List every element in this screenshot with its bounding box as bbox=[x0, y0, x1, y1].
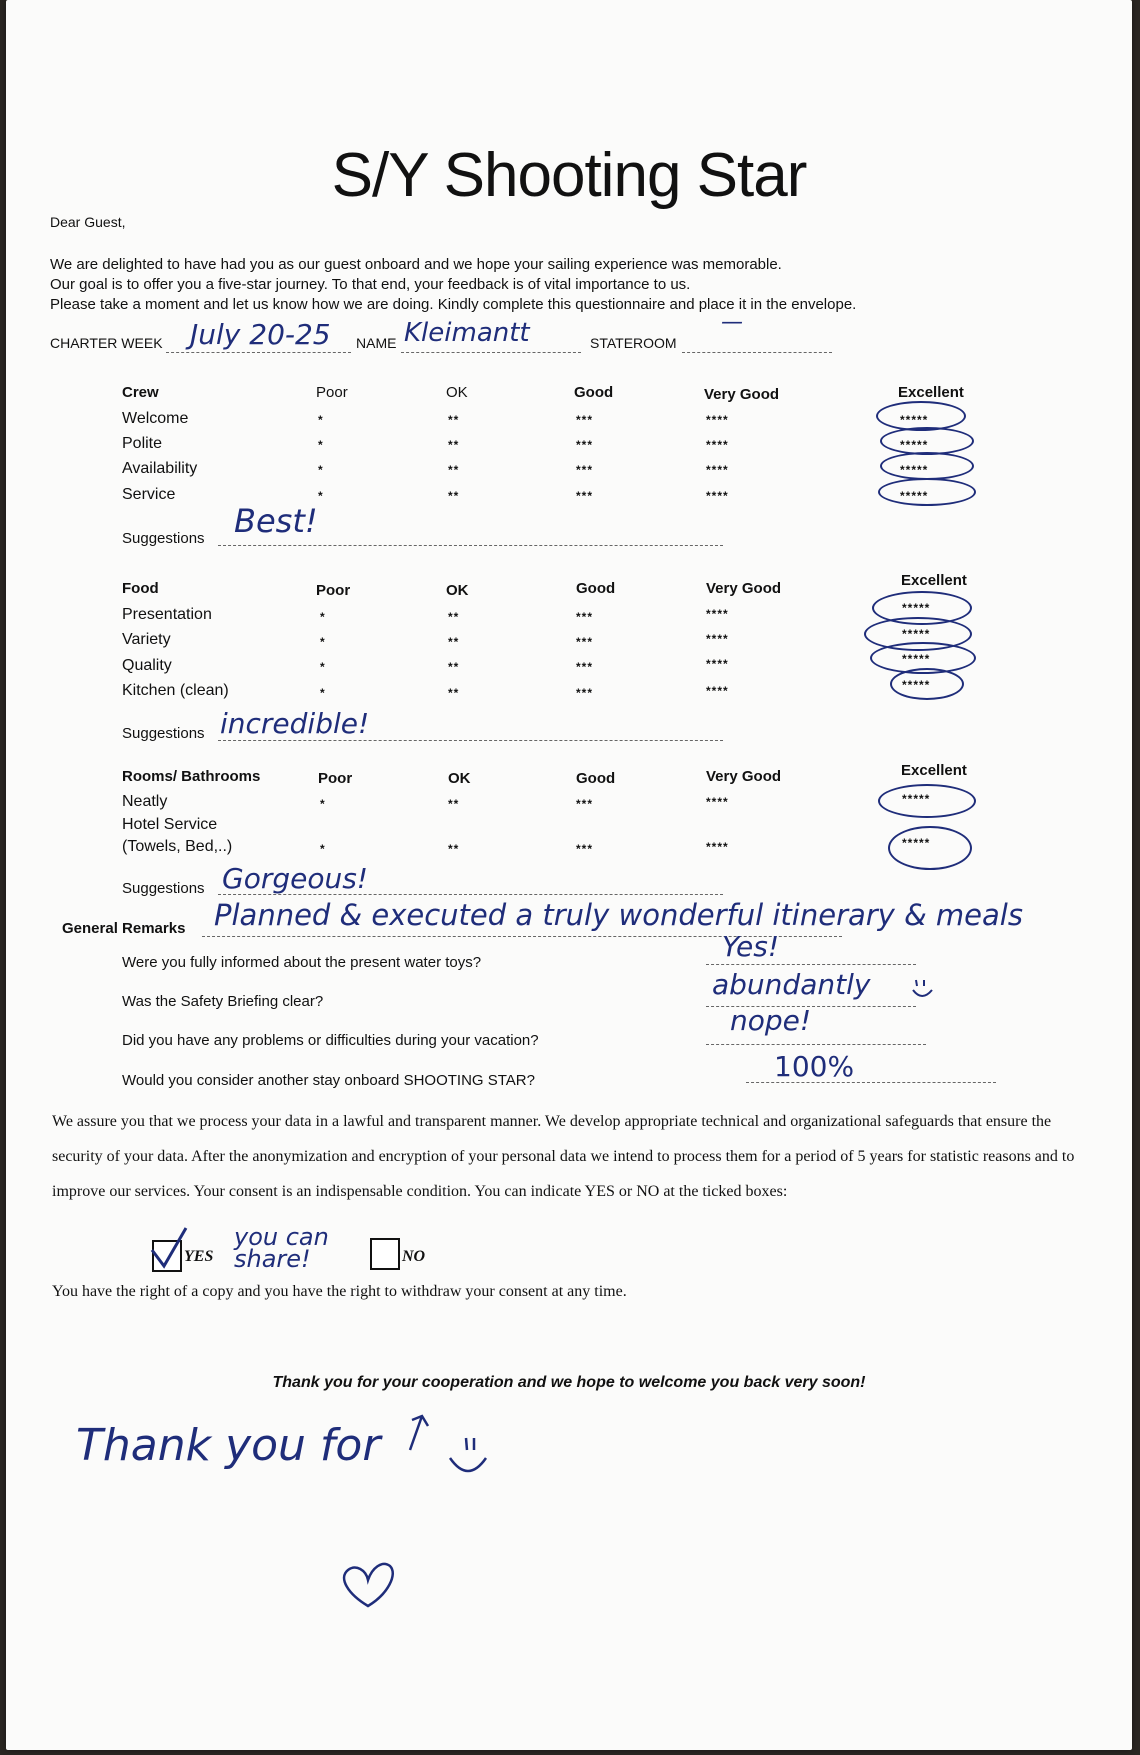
rating-very-good[interactable]: **** bbox=[706, 463, 729, 477]
consent-no-checkbox[interactable] bbox=[370, 1238, 400, 1270]
rating-very-good[interactable]: **** bbox=[706, 413, 729, 427]
question-water-toys: Were you fully informed about the present water toys? bbox=[122, 954, 482, 971]
rating-excellent[interactable]: ***** bbox=[902, 652, 931, 666]
answer-water-toys[interactable]: Yes! bbox=[722, 930, 780, 963]
col-ok: OK bbox=[446, 582, 469, 599]
col-excellent: Excellent bbox=[901, 572, 967, 589]
rating-ok[interactable]: ** bbox=[448, 660, 460, 674]
rating-ok[interactable]: ** bbox=[448, 842, 460, 856]
rights-text: You have the right of a copy and you have the right to withdraw your consent at any time. bbox=[52, 1283, 627, 1300]
rating-very-good[interactable]: **** bbox=[706, 657, 729, 671]
consent-yes-label: YES bbox=[184, 1248, 214, 1265]
rating-excellent[interactable]: ***** bbox=[902, 678, 931, 692]
excellent-circle bbox=[880, 427, 974, 455]
rating-good[interactable]: *** bbox=[576, 610, 594, 624]
rating-ok[interactable]: ** bbox=[448, 797, 460, 811]
answer-line bbox=[706, 1044, 926, 1045]
rating-excellent[interactable]: ***** bbox=[900, 489, 929, 503]
row-label: Neatly bbox=[122, 793, 168, 810]
col-good: Good bbox=[574, 384, 614, 401]
rating-ok[interactable]: ** bbox=[448, 635, 460, 649]
col-poor: Poor bbox=[316, 582, 351, 599]
rating-good[interactable]: *** bbox=[576, 413, 594, 427]
row-label: Hotel Service (Towels, Bed,..) bbox=[122, 816, 233, 855]
general-remarks-label: General Remarks bbox=[62, 920, 186, 937]
row-label: Availability bbox=[122, 460, 198, 477]
rating-poor[interactable]: * bbox=[318, 463, 324, 477]
rating-poor[interactable]: * bbox=[320, 660, 326, 674]
stateroom-line bbox=[682, 352, 832, 353]
row-label: Variety bbox=[122, 631, 171, 648]
form-title: S/Y Shooting Star bbox=[331, 141, 807, 210]
rating-excellent[interactable]: ***** bbox=[900, 413, 929, 427]
rating-poor[interactable]: * bbox=[318, 489, 324, 503]
rating-very-good[interactable]: **** bbox=[706, 438, 729, 452]
rating-good[interactable]: *** bbox=[576, 660, 594, 674]
suggestions-value[interactable]: incredible! bbox=[220, 707, 370, 740]
rating-poor[interactable]: * bbox=[320, 797, 326, 811]
suggestions-label: Suggestions bbox=[122, 880, 205, 897]
rating-ok[interactable]: ** bbox=[448, 686, 460, 700]
answer-problems[interactable]: nope! bbox=[730, 1004, 812, 1037]
col-very-good: Very Good bbox=[704, 386, 780, 403]
section-heading-crew: Crew bbox=[122, 384, 159, 401]
row-label: Service bbox=[122, 486, 176, 503]
question-stay-again: Would you consider another stay onboard SHOOTING STAR? bbox=[122, 1072, 535, 1089]
col-ok: OK bbox=[448, 770, 471, 787]
col-very-good: Very Good bbox=[706, 768, 782, 785]
rating-ok[interactable]: ** bbox=[448, 489, 460, 503]
charter-week-line bbox=[166, 352, 351, 353]
rating-very-good[interactable]: **** bbox=[706, 632, 729, 646]
answer-line bbox=[706, 964, 916, 965]
excellent-circle bbox=[880, 452, 974, 480]
rating-poor[interactable]: * bbox=[318, 413, 324, 427]
suggestions-line bbox=[218, 740, 723, 741]
answer-safety-briefing[interactable]: abundantly bbox=[712, 968, 871, 1001]
rating-excellent[interactable]: ***** bbox=[900, 438, 929, 452]
suggestions-line bbox=[218, 545, 723, 546]
greeting: Dear Guest, bbox=[50, 214, 126, 230]
rating-poor[interactable]: * bbox=[320, 610, 326, 624]
section-heading-food: Food bbox=[122, 580, 159, 597]
col-poor: Poor bbox=[318, 770, 353, 787]
rating-poor[interactable]: * bbox=[320, 842, 326, 856]
name-line bbox=[401, 352, 581, 353]
rating-ok[interactable]: ** bbox=[448, 463, 460, 477]
answer-stay-again[interactable]: 100% bbox=[774, 1050, 855, 1083]
excellent-circle bbox=[878, 478, 976, 506]
col-excellent: Excellent bbox=[898, 384, 964, 401]
rating-poor[interactable]: * bbox=[320, 635, 326, 649]
rating-good[interactable]: *** bbox=[576, 489, 594, 503]
feedback-form-page bbox=[6, 0, 1132, 1750]
stateroom-label: STATEROOM bbox=[590, 335, 677, 351]
row-label: Kitchen (clean) bbox=[122, 682, 229, 699]
rating-very-good[interactable]: **** bbox=[706, 795, 729, 809]
stateroom-value[interactable]: — bbox=[721, 310, 743, 335]
rating-good[interactable]: *** bbox=[576, 797, 594, 811]
rating-good[interactable]: *** bbox=[576, 438, 594, 452]
handwritten-thanks: Thank you for bbox=[76, 1420, 381, 1471]
consent-no-label: NO bbox=[402, 1248, 426, 1265]
closing-message: Thank you for your cooperation and we hope to welcome you back very soon! bbox=[272, 1374, 866, 1391]
suggestions-value[interactable]: Best! bbox=[234, 502, 318, 540]
rating-excellent[interactable]: ***** bbox=[902, 792, 931, 806]
col-excellent: Excellent bbox=[901, 762, 967, 779]
rating-very-good[interactable]: **** bbox=[706, 840, 729, 854]
row-label: Quality bbox=[122, 657, 172, 674]
row-label: Welcome bbox=[122, 410, 189, 427]
excellent-circle bbox=[888, 826, 972, 870]
excellent-circle bbox=[890, 668, 964, 700]
row-label: Polite bbox=[122, 435, 163, 452]
rating-very-good[interactable]: **** bbox=[706, 684, 729, 698]
intro-line-2: Our goal is to offer you a five-star journey. To that end, your feedback is of vital importance to us. bbox=[50, 276, 691, 293]
col-good: Good bbox=[576, 580, 616, 597]
intro-line-3: Please take a moment and let us know how we are doing. Kindly complete this questionnaire and place it in the envelope. bbox=[50, 296, 857, 313]
rating-poor[interactable]: * bbox=[318, 438, 324, 452]
question-safety-briefing: Was the Safety Briefing clear? bbox=[122, 993, 324, 1010]
question-problems: Did you have any problems or difficulties during your vacation? bbox=[122, 1032, 539, 1049]
rating-good[interactable]: *** bbox=[576, 842, 594, 856]
name-value[interactable]: Kleimantt bbox=[404, 318, 530, 348]
smiley-icon bbox=[446, 1434, 492, 1484]
col-ok: OK bbox=[446, 384, 468, 401]
rating-very-good[interactable]: **** bbox=[706, 607, 729, 621]
rating-good[interactable]: *** bbox=[576, 686, 594, 700]
smiley-icon bbox=[910, 976, 940, 1006]
row-label: Presentation bbox=[122, 606, 212, 623]
arrow-up-icon bbox=[402, 1410, 436, 1452]
excellent-circle bbox=[878, 784, 976, 818]
rating-excellent[interactable]: ***** bbox=[900, 463, 929, 477]
rating-ok[interactable]: ** bbox=[448, 413, 460, 427]
suggestions-value[interactable]: Gorgeous! bbox=[222, 862, 369, 895]
col-very-good: Very Good bbox=[706, 580, 782, 597]
section-heading-rooms: Rooms/ Bathrooms bbox=[122, 768, 261, 785]
suggestions-label: Suggestions bbox=[122, 530, 205, 547]
charter-week-value[interactable]: July 20-25 bbox=[190, 318, 331, 351]
rating-excellent[interactable]: ***** bbox=[902, 601, 931, 615]
col-good: Good bbox=[576, 770, 616, 787]
rating-very-good[interactable]: **** bbox=[706, 489, 729, 503]
rating-excellent[interactable]: ***** bbox=[902, 836, 931, 850]
general-remarks-value[interactable]: Planned & executed a truly wonderful itinerary & meals bbox=[214, 898, 1023, 932]
charter-week-label: CHARTER WEEK bbox=[50, 335, 163, 351]
consent-note: you can share! bbox=[234, 1223, 329, 1273]
rating-good[interactable]: *** bbox=[576, 463, 594, 477]
rating-ok[interactable]: ** bbox=[448, 438, 460, 452]
rating-ok[interactable]: ** bbox=[448, 610, 460, 624]
col-poor: Poor bbox=[316, 384, 348, 401]
name-label: NAME bbox=[356, 335, 397, 351]
suggestions-label: Suggestions bbox=[122, 725, 205, 742]
heart-icon bbox=[338, 1560, 408, 1610]
legal-text: We assure you that we process your data in a lawful and transparent manner. We develop appropriate technical and organizational safeguards that ensure the security of your data. After the anonymization and encryption of your personal data we intend to process them for a period of 5 years for statistic reasons and to improve our services. Your consent is an indispensable condition. You can indicate YES or NO at the ticked boxes: bbox=[52, 1113, 1075, 1200]
intro-line-1: We are delighted to have had you as our guest onboard and we hope your sailing experience was memorable. bbox=[50, 256, 782, 273]
rating-good[interactable]: *** bbox=[576, 635, 594, 649]
rating-poor[interactable]: * bbox=[320, 686, 326, 700]
rating-excellent[interactable]: ***** bbox=[902, 627, 931, 641]
